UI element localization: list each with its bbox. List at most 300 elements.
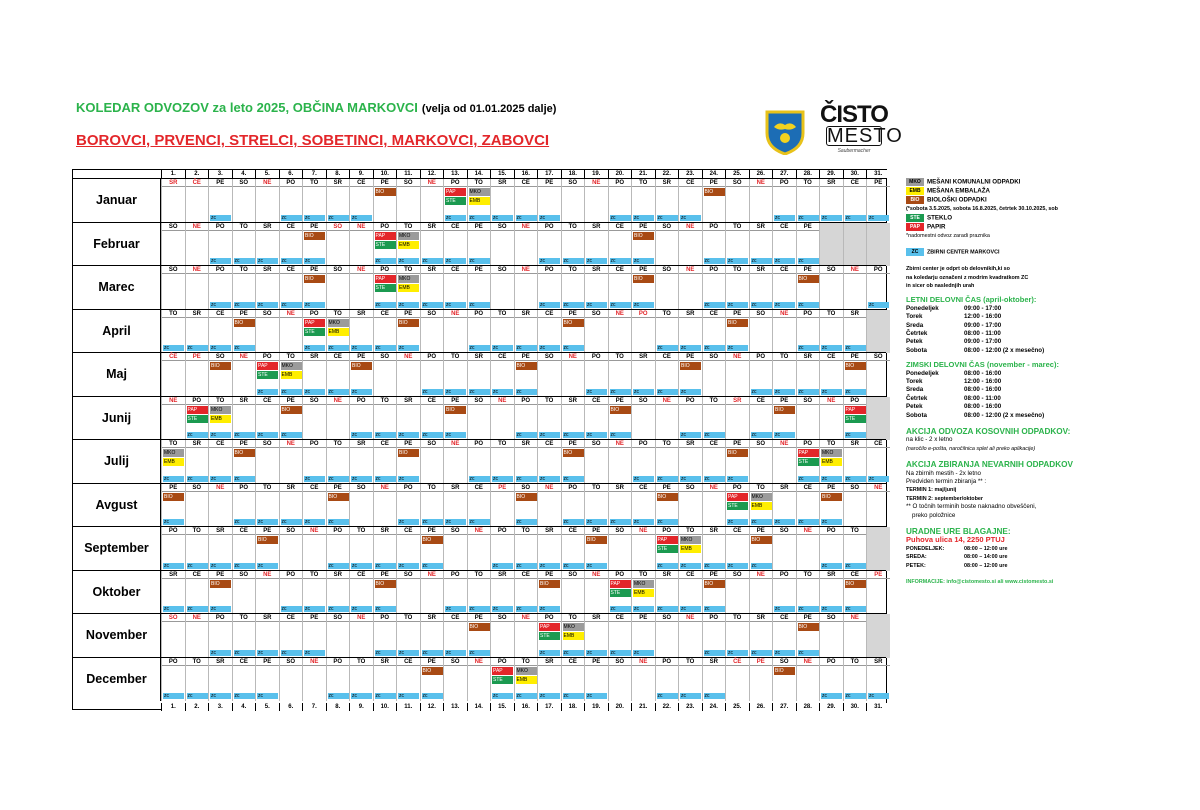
zc-marker: zc (445, 258, 466, 264)
bio-marker: BIO (469, 623, 490, 631)
day-cell (796, 527, 820, 571)
zc-marker: zc (469, 606, 490, 612)
day-number: 23. (678, 170, 702, 178)
weekday-label: TO (327, 310, 350, 318)
zc-marker: zc (163, 345, 184, 351)
day-cell (373, 310, 397, 354)
zc-marker: zc (657, 389, 678, 395)
weekday-label: PE (515, 353, 538, 361)
zc-marker: zc (633, 519, 654, 525)
zc-marker: zc (868, 302, 889, 308)
day: Četrtek (906, 329, 928, 337)
weekday-label: ČE (397, 658, 420, 666)
zc-marker: zc (610, 519, 631, 525)
day-number: 15. (490, 703, 514, 711)
day-cell (255, 614, 279, 658)
day-cell (608, 223, 632, 267)
weekday-label: PO (609, 179, 632, 187)
weekday-label: PO (209, 614, 232, 622)
zc-marker: zc (257, 563, 278, 569)
month-name: Avgust (73, 484, 161, 528)
day-cell (443, 440, 467, 484)
weekday-label: PE (303, 614, 326, 622)
day-cell (749, 527, 773, 571)
zc-marker: zc (751, 258, 772, 264)
day-cell (255, 223, 279, 267)
day-cell (420, 571, 444, 615)
weekday-label: SO (162, 266, 185, 274)
weekday-label: TO (844, 658, 867, 666)
zc-marker: zc (281, 258, 302, 264)
unused-day (867, 527, 890, 571)
pap-marker: PAP (610, 580, 631, 588)
day-cell (443, 223, 467, 267)
weekday-label: ČE (750, 397, 773, 405)
weekday-label: PO (350, 397, 373, 405)
day-cell (279, 266, 303, 310)
day-cell (796, 658, 820, 702)
day-cell (843, 266, 867, 310)
pap-marker: PAP (304, 319, 325, 327)
weekday-label: PE (867, 179, 890, 187)
weekday-label: SO (820, 266, 843, 274)
month-row-junij (73, 396, 886, 440)
day-cell (584, 223, 608, 267)
weekday-label: ČE (797, 484, 820, 492)
weekday-label: ČE (350, 179, 373, 187)
weekday-label: PO (374, 223, 397, 231)
zc-marker: zc (304, 650, 325, 656)
day-cell (514, 571, 538, 615)
day-cell (232, 266, 256, 310)
winter-hours-row (906, 395, 1196, 403)
day-cell (608, 266, 632, 310)
day-number: 26. (749, 703, 773, 711)
day-cell (608, 658, 632, 702)
weekday-label: PO (632, 440, 655, 448)
hours: 09:00 - 17:00 (964, 338, 1002, 346)
day-number: 5. (255, 703, 279, 711)
day-number: 21. (631, 170, 655, 178)
bio-marker: BIO (281, 406, 302, 414)
day-cell (772, 266, 796, 310)
zc-marker: zc (516, 432, 537, 438)
month-name: Oktober (73, 571, 161, 615)
hazard-line: TERMIN 1: maj/junij (906, 487, 957, 494)
zc-description: na koledarju označeni z modrim kvadratkom ZC (906, 274, 1029, 281)
day-cell (819, 527, 843, 571)
month-row-oktober (73, 570, 886, 614)
zc-marker: zc (163, 563, 184, 569)
zc-marker: zc (328, 563, 349, 569)
weekday-label: SR (468, 353, 491, 361)
pap-marker: PAP (539, 623, 560, 631)
weekday-label: PO (538, 266, 561, 274)
weekday-label: TO (421, 484, 444, 492)
day-cell (772, 527, 796, 571)
weekday-label: SR (303, 353, 326, 361)
zc-marker: zc (469, 258, 490, 264)
month-row-maj (73, 352, 886, 396)
weekday-label: PO (656, 527, 679, 535)
zc-marker: zc (516, 606, 537, 612)
day-cell (772, 571, 796, 615)
weekday-label: PE (797, 223, 820, 231)
emb-marker: EMB (563, 632, 584, 640)
day-cell (584, 310, 608, 354)
day-number: 24. (702, 703, 726, 711)
zc-marker: zc (398, 476, 419, 482)
day: SREDA: (906, 554, 927, 561)
zc-marker: zc (234, 519, 255, 525)
weekday-label: SO (186, 484, 209, 492)
zc-marker: zc (539, 345, 560, 351)
weekday-label: PO (327, 658, 350, 666)
mko-marker: MKO (469, 188, 490, 196)
weekday-label: TO (444, 353, 467, 361)
hazard-line: Na zbirnih mestih - 2x letno (906, 469, 981, 477)
zc-marker: zc (187, 476, 208, 482)
weekday-label: SR (397, 397, 420, 405)
weekday-label: PO (303, 440, 326, 448)
weekday-label: SO (632, 397, 655, 405)
day-cell (537, 571, 561, 615)
day-cell (866, 310, 890, 354)
day-cell (467, 571, 491, 615)
zc-marker: zc (704, 476, 725, 482)
zc-marker: zc (210, 693, 231, 699)
day-cell (373, 484, 397, 528)
day-number: 17. (537, 703, 561, 711)
weekday-label: SO (444, 527, 467, 535)
day-cell (655, 397, 679, 441)
weekday-label: PE (162, 484, 185, 492)
month-name: Januar (73, 179, 161, 223)
day-cell (396, 397, 420, 441)
day-number: 28. (796, 703, 820, 711)
hours: 12:00 - 16:00 (964, 313, 1002, 321)
weekday-label: TO (679, 527, 702, 535)
day-cell (819, 440, 843, 484)
day-cell (326, 571, 350, 615)
zc-marker: zc (516, 693, 537, 699)
day-cell (396, 614, 420, 658)
day-cell (279, 179, 303, 223)
weekday-label: SO (256, 310, 279, 318)
day-cell (537, 484, 561, 528)
day-cell (255, 658, 279, 702)
weekday-label: TO (585, 484, 608, 492)
bio-marker: BIO (657, 493, 678, 501)
mko-marker: MKO (516, 667, 537, 675)
weekday-label: PO (609, 571, 632, 579)
zc-marker: zc (680, 389, 701, 395)
weekday-label: SR (656, 179, 679, 187)
zc-marker: zc (257, 302, 278, 308)
weekday-label: PE (538, 179, 561, 187)
bio-marker: BIO (727, 319, 748, 327)
day-cell (467, 440, 491, 484)
weekday-label: TO (797, 179, 820, 187)
weekday-label: SR (162, 179, 185, 187)
zc-marker: zc (751, 302, 772, 308)
hazard-line: preko položnice (912, 511, 956, 519)
pap-marker: PAP (492, 667, 513, 675)
zc-marker: zc (304, 215, 325, 221)
day-cell (749, 614, 773, 658)
municipality-coat-of-arms-icon (764, 109, 806, 155)
bio-marker: BIO (821, 493, 842, 501)
mko-marker: MKO (398, 232, 419, 240)
day: Torek (906, 313, 923, 321)
weekday-label: ČE (444, 223, 467, 231)
day-cell (161, 658, 185, 702)
weekday-label: TO (186, 658, 209, 666)
day-cell (161, 484, 185, 528)
zc-marker: zc (304, 389, 325, 395)
swatch-label: MEŠANI KOMUNALNI ODPADKI (927, 178, 1021, 186)
weekday-label: TO (726, 266, 749, 274)
day: Torek (906, 377, 923, 385)
weekday-label: ČE (726, 527, 749, 535)
day-number: 8. (326, 703, 350, 711)
day-cell (843, 353, 867, 397)
zc-marker: zc (163, 606, 184, 612)
bio-marker: BIO (422, 536, 443, 544)
zc-marker: zc (845, 693, 866, 699)
day-cell (678, 223, 702, 267)
weekday-label: NE (327, 397, 350, 405)
ste-marker: STE (845, 415, 866, 423)
weekday-label: ČE (632, 484, 655, 492)
weekday-label: TO (233, 223, 256, 231)
day-cell (772, 353, 796, 397)
weekday-label: PO (280, 179, 303, 187)
zc-marker: zc (492, 389, 513, 395)
zc-marker: zc (328, 606, 349, 612)
hours: 08:00 – 14:00 ure (964, 554, 1008, 561)
weekday-label: SO (679, 484, 702, 492)
day-cell (796, 571, 820, 615)
zc-marker: zc (774, 432, 795, 438)
day-cell (232, 179, 256, 223)
zc-marker: zc (657, 476, 678, 482)
day-cell (396, 571, 420, 615)
weekday-label: NE (209, 484, 232, 492)
bulky-waste-title: AKCIJA ODVOZA KOSOVNIH ODPADKOV: (906, 427, 1071, 436)
legend-bio (906, 196, 1196, 205)
day-number: 24. (702, 170, 726, 178)
weekday-label: SR (421, 223, 444, 231)
day-cell (584, 571, 608, 615)
day-cell (725, 397, 749, 441)
day-cell (631, 353, 655, 397)
zc-marker: zc (704, 432, 725, 438)
bio-marker: BIO (304, 275, 325, 283)
winter-hours-row (906, 412, 1196, 420)
zc-marker: zc (751, 650, 772, 656)
weekday-label: PO (773, 571, 796, 579)
day-number: 23. (678, 703, 702, 711)
day-cell (279, 223, 303, 267)
weekday-label: TO (162, 310, 185, 318)
zc-marker: zc (375, 563, 396, 569)
weekday-label: TO (374, 397, 397, 405)
day-cell (631, 179, 655, 223)
month-name: Februar (73, 223, 161, 267)
bio-marker: BIO (516, 362, 537, 370)
weekday-label: PO (562, 484, 585, 492)
weekday-label: TO (303, 179, 326, 187)
ste-marker: STE (304, 328, 325, 336)
zc-marker: zc (821, 606, 842, 612)
day-cell (349, 353, 373, 397)
emb-marker: EMB (516, 676, 537, 684)
title-text: KOLEDAR ODVOZOV za leto 2025, OBČINA MARKOVCI (76, 100, 418, 115)
bio-marker: BIO (375, 188, 396, 196)
weekday-label: TO (468, 179, 491, 187)
zc-marker: zc (774, 519, 795, 525)
day-cell (208, 266, 232, 310)
zc-marker: zc (563, 345, 584, 351)
zc-marker: zc (375, 693, 396, 699)
day-number: 14. (467, 170, 491, 178)
zc-marker: zc (868, 693, 889, 699)
weekday-label: TO (209, 397, 232, 405)
day-cell (255, 571, 279, 615)
day-cell (302, 353, 326, 397)
bio-marker: BIO (774, 667, 795, 675)
day-cell (678, 353, 702, 397)
weekday-label: SR (421, 614, 444, 622)
weekday-label: NE (656, 397, 679, 405)
emb-swatch: EMB (906, 187, 924, 195)
zc-marker: zc (210, 215, 231, 221)
weekday-label: SO (867, 353, 890, 361)
day-cell (866, 484, 890, 528)
mko-marker: MKO (281, 362, 302, 370)
zc-marker: zc (704, 258, 725, 264)
day: Petek (906, 403, 923, 411)
day-cell (161, 353, 185, 397)
zc-marker: zc (375, 345, 396, 351)
zc-marker: zc (657, 215, 678, 221)
weekday-label: PE (632, 223, 655, 231)
day-cell (443, 310, 467, 354)
zc-marker: zc (539, 563, 560, 569)
zc-marker: zc (845, 432, 866, 438)
zc-marker: zc (210, 650, 231, 656)
weekday-label: SO (820, 614, 843, 622)
weekday-label: SO (656, 223, 679, 231)
weekday-label: PO (397, 484, 420, 492)
day-cell (749, 310, 773, 354)
weekday-label: SO (609, 658, 632, 666)
summer-hours-row (906, 347, 1196, 355)
day-cell (702, 266, 726, 310)
weekday-label: ČE (209, 310, 232, 318)
day-number: 20. (608, 170, 632, 178)
zc-marker: zc (234, 650, 255, 656)
zc-marker: zc (798, 215, 819, 221)
weekday-label: NE (797, 527, 820, 535)
weekday-label: SR (773, 484, 796, 492)
weekday-label: PE (585, 658, 608, 666)
winter-hours-row (906, 403, 1196, 411)
emb-marker: EMB (680, 545, 701, 553)
day: Sobota (906, 411, 927, 419)
weekday-label: PE (703, 179, 726, 187)
day-cell (326, 440, 350, 484)
zc-marker: zc (398, 302, 419, 308)
day-cell (208, 353, 232, 397)
zc-marker: zc (398, 432, 419, 438)
weekday-label: NE (773, 310, 796, 318)
month-row-avgust (73, 483, 886, 527)
legend-emb (906, 187, 1196, 196)
emb-marker: EMB (210, 415, 231, 423)
summer-hours-row (906, 322, 1196, 330)
zc-marker: zc (304, 519, 325, 525)
weekday-label: TO (350, 527, 373, 535)
day-cell (443, 614, 467, 658)
day-cell (514, 397, 538, 441)
day-cell (561, 310, 585, 354)
validity-note: (velja od 01.01.2025 dalje) (421, 103, 557, 115)
day-cell (514, 658, 538, 702)
zc-marker: zc (187, 563, 208, 569)
day-cell (185, 266, 209, 310)
weekday-label: PO (820, 527, 843, 535)
day-cell (185, 614, 209, 658)
weekday-label: PE (233, 310, 256, 318)
bulky-line: (naročilo e-pošta, naročilnica splet ali preko aplikacije) (906, 445, 1036, 452)
day-cell (279, 440, 303, 484)
zc-marker: zc (187, 693, 208, 699)
zc-marker: zc (610, 606, 631, 612)
bio-marker: BIO (845, 362, 866, 370)
day-cell (326, 484, 350, 528)
weekday-label: PO (726, 484, 749, 492)
bio-marker: BIO (751, 536, 772, 544)
zc-marker: zc (657, 563, 678, 569)
zc-marker: zc (516, 389, 537, 395)
bio-marker: BIO (422, 667, 443, 675)
day-number: 10. (373, 703, 397, 711)
weekday-label: TO (773, 353, 796, 361)
zc-marker: zc (704, 563, 725, 569)
day-cell (866, 614, 890, 658)
zc-marker: zc (727, 258, 748, 264)
weekday-label: NE (515, 266, 538, 274)
weekday-label: SO (726, 179, 749, 187)
day-cell (702, 484, 726, 528)
day-cell (467, 310, 491, 354)
weekday-label: SO (750, 310, 773, 318)
month-row-januar (73, 178, 886, 222)
weekday-label: PO (303, 310, 326, 318)
weekday-label: NE (280, 440, 303, 448)
hazardous-waste-title: AKCIJA ZBIRANJA NEVARNIH ODPADKOV (906, 460, 1073, 470)
weekday-label: SR (844, 310, 867, 318)
day-cell (796, 397, 820, 441)
day-cell (702, 658, 726, 702)
hours: 08:00 - 11:00 (964, 329, 1001, 337)
day-cell (843, 440, 867, 484)
day-cell (326, 614, 350, 658)
weekday-label: SR (820, 571, 843, 579)
day-cell (561, 571, 585, 615)
